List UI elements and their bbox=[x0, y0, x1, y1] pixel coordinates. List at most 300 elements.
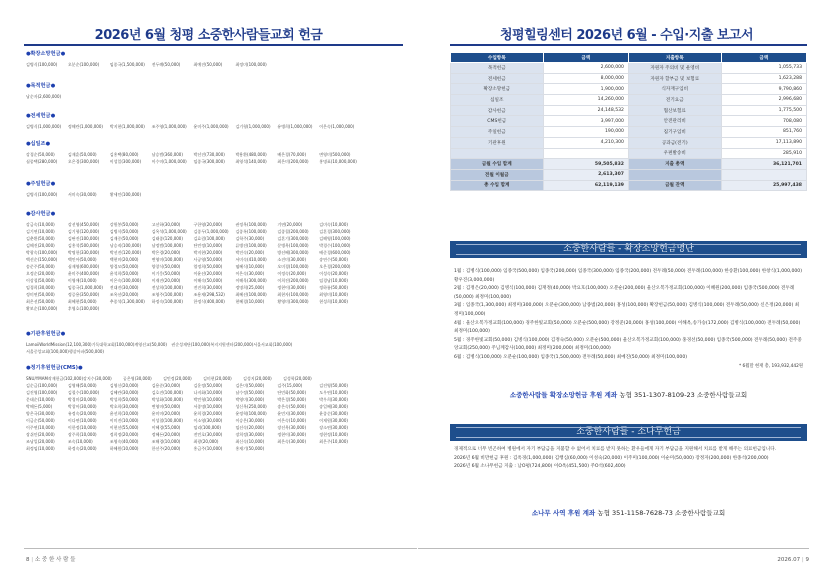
donor-entry: 유정숙(20,000) bbox=[67, 411, 97, 416]
table-cell: 851,760 bbox=[721, 127, 806, 138]
donor-entry: 심재영(600,000) bbox=[67, 264, 100, 269]
table-row bbox=[451, 127, 807, 138]
donor-entry: 오은경(200,000) bbox=[319, 264, 351, 269]
table-row bbox=[451, 148, 807, 159]
donor-entry: 박선진(730,000) bbox=[193, 152, 225, 157]
donor-entry: 박광숙(100,000) bbox=[26, 250, 58, 255]
table-cell: 식자재구입비 bbox=[628, 84, 721, 95]
donor-entry: 정현이(30,000) bbox=[277, 285, 307, 290]
donor-entry: 양창식(50,000) bbox=[151, 264, 181, 269]
section-heading: ●주일헌금● bbox=[26, 181, 56, 187]
donor-entry: 단민화(50,000) bbox=[277, 390, 307, 395]
table-row bbox=[451, 137, 807, 148]
donor-entry: 임경남(10,000) bbox=[319, 278, 348, 283]
donor-entry: 윤선희(10,000) bbox=[109, 411, 139, 416]
donor-entry: 황세인(100,000) bbox=[109, 192, 142, 197]
donor-line: 3월 : 임종국(1,300,000) 최정미(300,000) 오분순(300,000) 남종범(20,000) 홍성(100,000) 확장헌금(50,000) 김병식(100,000) 전두례(50,000) 신은정(20,000) 최정미(100,000) bbox=[454, 303, 800, 317]
donor-entry: 박해든(5,000) bbox=[26, 404, 53, 409]
table-cell: 목적헌금 bbox=[451, 63, 544, 74]
donor-entry: 조주영(1,000,000) bbox=[151, 124, 187, 129]
donor-row bbox=[26, 396, 403, 403]
donor-entry: 정명희(25,000) bbox=[235, 285, 265, 290]
table-cell: 지출 총액 bbox=[628, 159, 721, 170]
table-cell: 금월 잔액 bbox=[628, 180, 721, 191]
donor-entry: 박용환(480,000) bbox=[235, 152, 267, 157]
donor-entry: 최은숙(30,000) bbox=[277, 439, 307, 444]
donor-entry: 강경순(50,000) bbox=[26, 152, 55, 157]
donor-entry: 류병진(100,000) bbox=[235, 243, 267, 248]
donor-entry: 김미숙(10,000) bbox=[319, 222, 348, 227]
donor-entry: 윤정혁(100,000) bbox=[235, 411, 267, 416]
donor-entry: 이혜경(55,000) bbox=[151, 425, 181, 430]
table-row bbox=[451, 159, 807, 170]
donor-entry: 서미숙(30,000) bbox=[67, 192, 97, 197]
donor-entry: 유병희(1,000,000) bbox=[277, 124, 313, 129]
donor-entry: 김기형(120,000) bbox=[67, 229, 100, 234]
donor-entry: 조용재(298,532) bbox=[193, 292, 225, 297]
donor-entry: 강금숙(10,000) bbox=[26, 222, 55, 227]
donor-entry: 이은숙(1,000,000) bbox=[319, 124, 355, 129]
donor-row bbox=[26, 341, 403, 348]
table-cell: 1,623,288 bbox=[721, 73, 806, 84]
donor-entry: 홍명표(10,000,000) bbox=[319, 159, 357, 164]
table-header: 금액 bbox=[543, 53, 628, 63]
pine-offering-text bbox=[450, 446, 807, 472]
table-cell: 17,113,890 bbox=[721, 137, 806, 148]
donor-entry: 김종록(100,000) bbox=[235, 229, 267, 234]
donor-entry: 장희정(30,000) bbox=[235, 432, 265, 437]
donor-line: 5월 : 경주한빛교회(50,000) 김병식(100,000) 김정숙(50,000) 오분순(500,000) 울산오복가정교회(100,000) 홍경선(50,000) 임종국(500,000) 전두례(50,000) 전주중앙교회(250,000) 주님께감사(100,000) 최정미(200,000) 최정미(100,000) bbox=[454, 337, 802, 352]
table-cell: 25,997,438 bbox=[721, 180, 806, 191]
donor-line: 1월 : 김병식(100,000) 임종국(500,000) 임종국(200,000) 임종국(300,000) 임종국(200,000) 전두례(50,000) 전두례(100,000) 한송환(100,000) 한창식(1,000,000) 황우진(3,000,000) bbox=[454, 269, 803, 283]
donor-entry: 정미연(50,000) bbox=[26, 292, 55, 297]
donor-entry: 현혜경(10,000) bbox=[235, 299, 265, 304]
donor-entry: 이희진(200,000) bbox=[277, 278, 309, 283]
donor-entry: 김홍석(500,000) bbox=[67, 243, 100, 248]
donor-entry: 정희정(20,000) bbox=[109, 432, 139, 437]
donor-entry: 권정옥(100,000) bbox=[235, 222, 267, 227]
donor-entry: 윤석희(50,000) bbox=[109, 271, 139, 276]
offering-section bbox=[26, 140, 403, 165]
table-cell: 2,613,307 bbox=[543, 169, 628, 180]
donor-row bbox=[26, 61, 403, 68]
donor-entry: 송은숙(50,000) bbox=[277, 404, 307, 409]
donor-entry: 김학주(30,000) bbox=[235, 236, 265, 241]
donor-entry: 박지현(20,000) bbox=[193, 250, 223, 255]
donor-entry: 김호진(100,000) bbox=[151, 390, 183, 395]
donor-entry: 장쉬안(20,000) bbox=[26, 432, 55, 437]
table-header: 금액 bbox=[721, 53, 806, 63]
donor-entry: 남정범(100,000) bbox=[151, 243, 183, 248]
donor-entry: 임종국(1,000,000) bbox=[67, 285, 103, 290]
table-row bbox=[451, 95, 807, 106]
table-row bbox=[451, 73, 807, 84]
table-cell: 4,210,300 bbox=[543, 137, 628, 148]
donor-entry: 김옥석(1,000,000) bbox=[151, 229, 187, 234]
donor-row bbox=[26, 348, 403, 355]
donor-row bbox=[26, 277, 403, 284]
offering-section bbox=[26, 82, 403, 100]
account-number: 농협 351-1158-7628-73 소중한사람들교회 bbox=[597, 509, 726, 517]
donor-entry: 문태순(10,000) bbox=[26, 397, 55, 402]
table-header: 수입항목 bbox=[451, 53, 544, 63]
donor-row bbox=[26, 382, 403, 389]
donor-entry: 김주(15,000) bbox=[277, 383, 303, 388]
table-cell: 자원자 할부금 및 보험료 bbox=[628, 73, 721, 84]
donor-entry: 서종명(10,000) bbox=[193, 404, 223, 409]
table-cell: 59,505,832 bbox=[543, 159, 628, 170]
offering-section bbox=[26, 364, 403, 452]
donor-row bbox=[26, 403, 403, 410]
donor-entry: 조해경(10,000) bbox=[151, 439, 181, 444]
donor-entry: 윤미주(400,000) bbox=[67, 271, 100, 276]
donor-entry: 이은숙(100,000) bbox=[109, 278, 142, 283]
donor-entry: 최혜선(100,000) bbox=[235, 292, 267, 297]
account-label: 소나무 사역 후원 계좌 bbox=[531, 509, 596, 517]
footer-church-name: 소 중 한 사 람 들 bbox=[34, 557, 76, 563]
donor-entry: 김진영(100,000) bbox=[26, 390, 58, 395]
donor-entry: 방선혜(300,000) bbox=[277, 250, 309, 255]
donor-entry: 행살아파(500,000) bbox=[68, 349, 104, 354]
donor-entry: 나지화(10,000) bbox=[193, 390, 223, 395]
expansion-offering-list bbox=[450, 268, 807, 371]
footer-date: 2026.07 bbox=[777, 557, 801, 563]
footer-divider bbox=[24, 548, 417, 549]
donor-entry: 김성학(20,000) bbox=[283, 376, 312, 381]
donor-entry: 윤미주(1,000,000) bbox=[193, 124, 229, 129]
donor-entry: 서울중앙교회(100,000) bbox=[26, 349, 69, 354]
donor-entry: 이성숙(20,000) bbox=[319, 271, 348, 276]
left-page bbox=[0, 0, 417, 573]
donor-entry: 김기형(1,000,000) bbox=[235, 124, 271, 129]
donor-entry: 최혜현(50,000) bbox=[67, 299, 97, 304]
donor-entry: 김종철(200,000) bbox=[277, 229, 309, 234]
donor-entry: 남승범(360,000) bbox=[151, 152, 183, 157]
donor-entry: 박은경(20,000) bbox=[151, 250, 181, 255]
donor-entry: 장소연(30,000) bbox=[319, 425, 348, 430]
donor-row bbox=[26, 417, 403, 424]
donor-entry: 박민형(10,000) bbox=[193, 397, 223, 402]
donor-entry: 임선숙(20,000) bbox=[235, 425, 265, 430]
donor-entry: 양경모(50,000) bbox=[109, 264, 139, 269]
donor-entry: 조영숙(40,000) bbox=[109, 439, 139, 444]
donor-entry: 사공영(50,000) bbox=[193, 257, 223, 262]
donor-entry: 김성지(20,000) bbox=[243, 376, 272, 381]
monthly-donor-lines bbox=[454, 268, 803, 363]
section-heading: ●정기후원헌금(CMS)● bbox=[26, 365, 83, 371]
table-cell: 전세헌금 bbox=[451, 73, 544, 84]
donor-entry: 하혜원(10,000) bbox=[109, 446, 139, 451]
donor-entry: 이미진(10,000) bbox=[109, 418, 139, 423]
donor-entry: 강원봉(50,000) bbox=[109, 222, 139, 227]
table-header-row bbox=[451, 53, 807, 63]
donor-entry: 고선하(30,000) bbox=[151, 222, 181, 227]
donor-entry: 조영주(100,000) bbox=[151, 292, 183, 297]
donor-entry: 임경희(30,000) bbox=[26, 285, 55, 290]
donor-entry: 이기웅(50,000) bbox=[151, 271, 181, 276]
donor-entry: 전민호(30,000) bbox=[193, 432, 223, 437]
table-cell: 8,000,000 bbox=[543, 73, 628, 84]
donor-entry: 정하름(50,000) bbox=[319, 285, 348, 290]
table-cell bbox=[721, 169, 806, 180]
donor-entry: 추종석(1,300,000) bbox=[109, 299, 145, 304]
donor-entry: 김철수(100,000) bbox=[67, 390, 100, 395]
donor-entry: 윤미미(20,000) bbox=[151, 411, 181, 416]
donor-entry: 남수정(50,000) bbox=[235, 390, 265, 395]
table-cell: 공과금(전기) bbox=[628, 137, 721, 148]
donor-entry: 기독대학교회(100,000) bbox=[91, 342, 135, 347]
pine-offering-box-title: 소중한사람들 - 소나무헌금 bbox=[450, 424, 807, 441]
donor-entry: 최신숙(10,000) bbox=[235, 439, 265, 444]
table-row bbox=[451, 63, 807, 74]
title-divider bbox=[24, 44, 403, 46]
donor-entry: 김홍택(80,000) bbox=[109, 152, 139, 157]
donor-entry: 박진숙(20,000) bbox=[235, 250, 265, 255]
table-cell: 주일헌금 bbox=[451, 127, 544, 138]
table-cell: 36,121,701 bbox=[721, 159, 806, 170]
donor-entry: 김병식(1,000,000) bbox=[26, 124, 62, 129]
table-cell: 24,148,532 bbox=[543, 105, 628, 116]
donor-entry: 배은경(70,000) bbox=[277, 152, 307, 157]
donor-entry: 박은경(50,000) bbox=[277, 397, 307, 402]
donor-entry: 박명헌(330,000) bbox=[67, 250, 100, 255]
donor-entry: 정증용(350,000) bbox=[67, 292, 100, 297]
table-cell: 감사헌금 bbox=[451, 105, 544, 116]
donor-entry: 김순금(100,000) bbox=[26, 383, 58, 388]
donor-entry: 윤희경(20,000) bbox=[193, 411, 223, 416]
table-cell: 협산보험료 bbox=[628, 105, 721, 116]
page-number: 8 bbox=[26, 557, 30, 563]
donor-entry: 최은주(10,000) bbox=[319, 439, 348, 444]
table-cell: 62,119,139 bbox=[543, 180, 628, 191]
donor-row bbox=[26, 291, 403, 298]
donor-entry: 오분순(100,000) bbox=[67, 62, 100, 67]
table-row bbox=[451, 116, 807, 127]
table-cell: 십일조 bbox=[451, 95, 544, 106]
donor-entry: 김종두(1,000,000) bbox=[193, 229, 229, 234]
offering-section bbox=[26, 50, 403, 68]
donor-entry: 정현정(10,000) bbox=[319, 432, 348, 437]
donor-row bbox=[26, 123, 403, 130]
donor-entry: 이상철(50,000) bbox=[26, 278, 55, 283]
donor-entry: 이주연(10,000) bbox=[26, 425, 55, 430]
donor-row bbox=[26, 93, 403, 100]
donor-line: 6월 : 김병식(100,000) 오분순(100,000) 임종국(1,500,000) 전두례(50,000) 최예진(50,000) 최정미(100,000) bbox=[454, 354, 688, 360]
table-cell: 14,260,000 bbox=[543, 95, 628, 106]
donor-entry: 서미숙(410,000) bbox=[235, 257, 267, 262]
donor-row bbox=[26, 249, 403, 256]
donor-entry: 김재중(50,000) bbox=[109, 236, 139, 241]
donor-entry: 김운정(50,000) bbox=[193, 383, 223, 388]
donor-entry: 김은미(50,000) bbox=[235, 383, 265, 388]
donor-entry: 조옥선(20,000) bbox=[109, 292, 139, 297]
offering-section bbox=[26, 210, 403, 312]
donor-entry: 강지수(30,000) bbox=[83, 376, 112, 381]
donor-entry: 김재훈(50,000) bbox=[67, 152, 97, 157]
donor-entry: 김영해(50,000) bbox=[67, 383, 97, 388]
donor-row bbox=[26, 158, 403, 165]
donor-entry: 이은숙(10,000) bbox=[277, 418, 307, 423]
donor-entry: 최광(20,000) bbox=[193, 439, 219, 444]
donor-entry: 도우연(10,000) bbox=[319, 390, 348, 395]
offering-section bbox=[26, 180, 403, 198]
donor-entry: 계영선교(50,000) bbox=[134, 342, 167, 347]
donor-entry: 이은숙(30,000) bbox=[235, 271, 265, 276]
table-cell: 집기구입비 bbox=[628, 127, 721, 138]
donor-entry: 박성화(100,000) bbox=[151, 397, 183, 402]
donor-entry: 문병옥(100,000) bbox=[277, 243, 309, 248]
donor-entry: 황영미(300,000) bbox=[277, 299, 309, 304]
donor-entry: 이한정(10,000) bbox=[67, 425, 97, 430]
donor-entry: SNU/YMAM작재헌금(102,000) bbox=[26, 376, 84, 381]
donor-entry: 전진희(30,000) bbox=[193, 285, 223, 290]
report-title: 청평힐링센터 2026년 6월 - 수입·지출 보고서 bbox=[499, 28, 754, 43]
section-heading: ●확장소망헌금● bbox=[26, 51, 66, 57]
donor-entry: 박선진(120,000) bbox=[109, 250, 142, 255]
donor-row bbox=[26, 284, 403, 291]
section-heading: ●십일조● bbox=[26, 141, 51, 147]
donor-entry: 백인아(50,000) bbox=[67, 257, 97, 262]
donor-entry: 윤민지(30,000) bbox=[277, 411, 307, 416]
account-number: 농협 351-1307-8109-23 소중한사람들교회 bbox=[619, 391, 748, 399]
donor-entry: 하정숙(20,000) bbox=[67, 446, 97, 451]
donor-entry: 박지현(1,000,000) bbox=[109, 124, 145, 129]
donor-row bbox=[26, 221, 403, 228]
donor-entry: 이윤선(20,000) bbox=[193, 271, 223, 276]
donor-entry: 서울서교회(100,000) bbox=[253, 342, 293, 347]
donor-entry: 박성희(50,000) bbox=[109, 397, 139, 402]
donor-entry: 이정숙(20,000) bbox=[277, 271, 307, 276]
donor-entry: 하정숙(100,000) bbox=[151, 299, 183, 304]
donor-entry: 성신옥(250,000) bbox=[235, 404, 267, 409]
donor-entry: 김기연(10,000) bbox=[26, 229, 55, 234]
table-cell bbox=[543, 148, 628, 159]
donor-entry: 현성희(10,000) bbox=[319, 299, 348, 304]
pine-account bbox=[450, 508, 807, 517]
table-cell: 자원자 주의비 및 운영비 bbox=[628, 63, 721, 74]
donor-entry: 임리(100,000) bbox=[193, 425, 221, 430]
donor-row bbox=[26, 228, 403, 235]
donor-entry: 이해숙(50,000) bbox=[193, 278, 223, 283]
table-row bbox=[451, 84, 807, 95]
donor-entry: 이다연(10,000) bbox=[67, 418, 97, 423]
donor-row bbox=[26, 445, 403, 452]
expansion-account bbox=[450, 390, 807, 399]
donor-entry: 최현자(100,000) bbox=[277, 292, 309, 297]
page-footer: 2026.07 | 9 bbox=[777, 557, 809, 563]
donor-entry: 오미경(100,000) bbox=[277, 264, 309, 269]
donor-entry: 전두례(50,000) bbox=[151, 62, 181, 67]
donor-row bbox=[26, 389, 403, 396]
table-row bbox=[451, 180, 807, 191]
pine-text-line: 경제적으로 너무 빈곤하여 병원에서 자기 부담금을 지불할 수 없어서 치료를 받지 못하는 환우들에게 자기 부담금을 지원해서 치료를 받게 해주는 의료헌금입니다. bbox=[454, 447, 777, 452]
table-cell: 금월 수입 합계 bbox=[451, 159, 544, 170]
table-cell: 전월 이월금 bbox=[451, 169, 544, 180]
donor-entry: 백선순(150,000) bbox=[26, 257, 58, 262]
donor-row bbox=[26, 410, 403, 417]
donor-entry: 김태종(120,000) bbox=[151, 236, 183, 241]
donor-entry: 오정순(20,000) bbox=[26, 271, 55, 276]
footer-divider bbox=[418, 548, 809, 549]
donor-entry: 조숙(10,000) bbox=[67, 439, 93, 444]
income-expense-table bbox=[450, 52, 807, 191]
donor-row bbox=[26, 191, 403, 198]
account-label: 소중한사람들 확장소망헌금 후원 계좌 bbox=[509, 391, 618, 399]
donor-row bbox=[26, 263, 403, 270]
pine-text-line: 2026년 6월 소나무헌금 지출 : 남O평(724,800) 이O옥(451,500) 주O석(602,400) bbox=[454, 464, 626, 470]
donor-entry: 남승직(100,000) bbox=[109, 243, 142, 248]
donor-entry: 김혜란(30,000) bbox=[109, 390, 139, 395]
donor-row bbox=[26, 256, 403, 263]
donor-entry: 송준주(50,000) bbox=[26, 264, 55, 269]
donor-entry: 김병식(100,000) bbox=[26, 62, 58, 67]
donor-entry: 최정미(100,000) bbox=[235, 62, 267, 67]
donor-entry: 이수미(1,000,000) bbox=[151, 159, 187, 164]
donor-entry: 윤종순(30,000) bbox=[319, 411, 348, 416]
table-cell: CMS헌금 bbox=[451, 116, 544, 127]
table-cell: 1,775,500 bbox=[721, 105, 806, 116]
donor-entry: 변영미(500,000) bbox=[319, 152, 351, 157]
section-heading: ●전세헌금● bbox=[26, 113, 56, 119]
table-cell: 우편발송비 bbox=[628, 148, 721, 159]
expansion-offering-box-title: 소중한사람들 - 확장소망헌금명단 bbox=[450, 241, 807, 258]
donor-entry: LamoiiWorldMission(12,100,300) bbox=[26, 342, 92, 347]
donor-entry: 조남일(20,000) bbox=[26, 439, 55, 444]
donor-entry: 이현선(55,000) bbox=[109, 425, 139, 430]
table-cell bbox=[451, 148, 544, 159]
donor-entry: 소진미(30,000) bbox=[277, 257, 307, 262]
donor-entry: 이영애(10,000) bbox=[67, 278, 97, 283]
donor-entry: 박우희(30,000) bbox=[319, 397, 348, 402]
page-title: 2026년 6월 청평 소중한사람들교회 헌금 bbox=[94, 28, 323, 43]
donor-entry: 복지지원센터(200,000) bbox=[210, 342, 254, 347]
donor-entry: 변영미(100,000) bbox=[151, 257, 183, 262]
donor-row bbox=[26, 438, 403, 445]
donor-entry: 김춘환(50,000) bbox=[26, 236, 55, 241]
donor-entry: 김해영(100,000) bbox=[319, 236, 351, 241]
page-number: 9 bbox=[805, 557, 809, 563]
donor-entry: 최은선(50,000) bbox=[26, 299, 55, 304]
donor-entry: 권순성재단(100,000) bbox=[171, 342, 211, 347]
table-cell: 총 수입 합계 bbox=[451, 180, 544, 191]
donor-entry: 전상희(100,000) bbox=[151, 285, 183, 290]
donor-entry: 한선주(20,000) bbox=[151, 446, 181, 451]
donor-entry: 박창이(30,000) bbox=[67, 404, 97, 409]
donor-entry: 정해란(1,000,000) bbox=[67, 124, 103, 129]
donor-entry: 이승은(30,000) bbox=[235, 418, 265, 423]
table-cell: 2,600,000 bbox=[543, 63, 628, 74]
donor-entry: 배준경(600,000) bbox=[319, 250, 351, 255]
donor-entry: 박경수(100,000) bbox=[319, 243, 351, 248]
table-cell: 확장소망헌금 bbox=[451, 84, 544, 95]
donor-entry: 이재진(20,000) bbox=[151, 278, 181, 283]
donor-entry: 김영신(20,000) bbox=[109, 383, 139, 388]
donor-entry: 정현이(30,000) bbox=[277, 432, 307, 437]
donor-entry: 이재원(30,000) bbox=[319, 418, 348, 423]
section-heading: ●목적헌금● bbox=[26, 83, 56, 89]
table-cell bbox=[628, 169, 721, 180]
donor-entry: 김해진(20,000) bbox=[26, 243, 55, 248]
donor-entry: 김민정(20,000) bbox=[163, 376, 192, 381]
table-cell: 기관후원 bbox=[451, 137, 544, 148]
donor-entry: 최은미(200,000) bbox=[277, 159, 309, 164]
donor-entry: 이금순(50,000) bbox=[26, 418, 55, 423]
donor-entry: 후영호(100,000) bbox=[67, 306, 100, 311]
table-cell: 9,790,860 bbox=[721, 84, 806, 95]
table-cell: 전기요금 bbox=[628, 95, 721, 106]
section-heading: ●감사헌금● bbox=[26, 211, 56, 217]
donor-entry: 송일혜(30,000) bbox=[319, 404, 348, 409]
